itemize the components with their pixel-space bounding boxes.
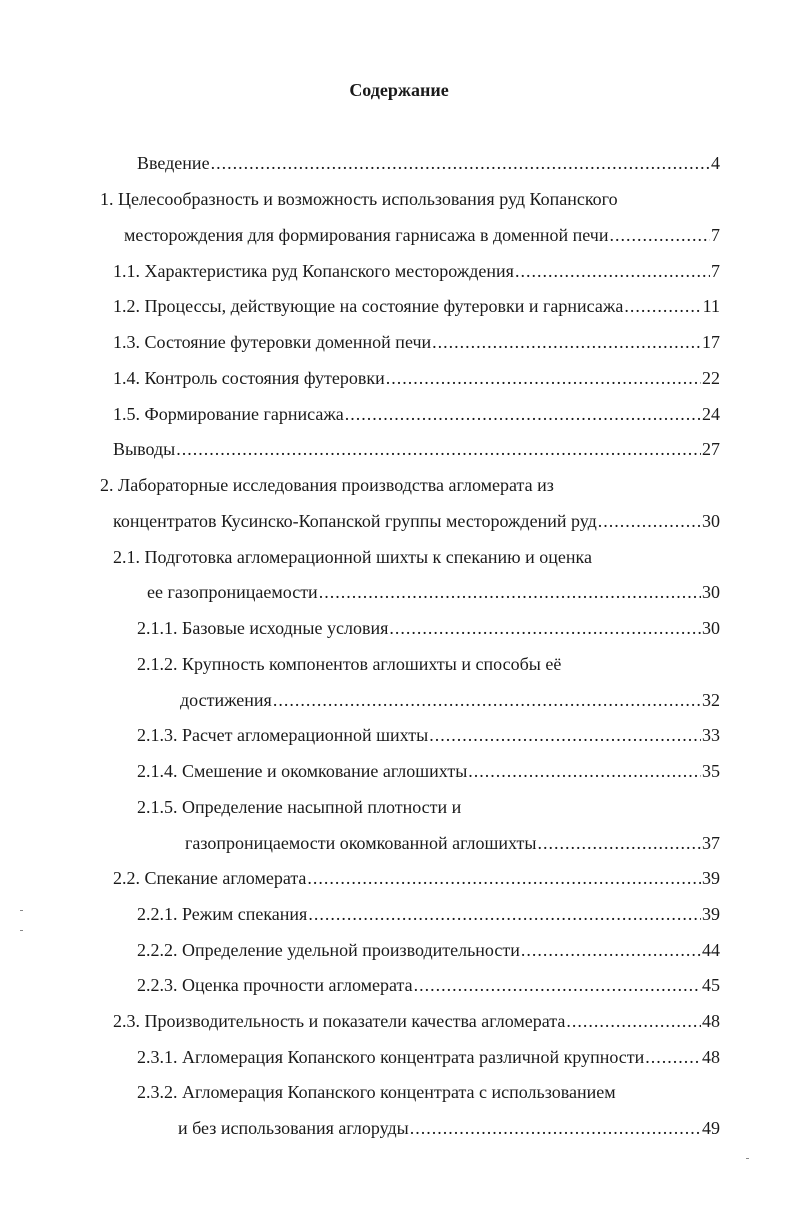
toc-entry-text: 1.4. Контроль состояния футеровки (113, 368, 385, 388)
toc-entry-2-2-1 (137, 903, 720, 925)
toc-entry-2-1-5 (185, 832, 720, 854)
toc-section-2-1-2-title: 2.1.2. Крупность компонентов аглошихты и способы её (137, 654, 562, 674)
toc-leader (624, 295, 701, 317)
toc-leader (389, 617, 701, 639)
toc-entry-text: и без использования аглоруды (178, 1118, 409, 1138)
toc-page-number: 37 (702, 833, 720, 853)
toc-entry-text: 2.3.1. Агломерация Копанского концентрата различной крупности (137, 1047, 645, 1067)
toc-page-number: 7 (711, 261, 720, 281)
toc-entry-text: Выводы (113, 439, 176, 459)
toc-entry-text: 2.2.2. Определение удельной производительности (137, 940, 520, 960)
toc-entry-text: газопроницаемости окомкованной аглошихты (185, 833, 537, 853)
toc-page-number: 7 (711, 225, 720, 245)
toc-leader (515, 260, 710, 282)
toc-entry-text: 2.1.3. Расчет агломерационной шихты (137, 725, 429, 745)
toc-entry-text: достижения (180, 690, 272, 710)
toc-page-number: 35 (702, 761, 720, 781)
toc-leader (176, 438, 701, 460)
scan-speck (20, 930, 23, 931)
toc-page-number: 17 (702, 332, 720, 352)
toc-leader (319, 581, 701, 603)
toc-entry-text: ее газопроницаемости (147, 582, 318, 602)
toc-page-number: 48 (702, 1011, 720, 1031)
toc-page-number: 45 (702, 975, 720, 995)
toc-leader (308, 903, 701, 925)
toc-chapter-1-title: 1. Целесообразность и возможность использования руд Копанского (100, 189, 618, 209)
toc-leader (566, 1010, 701, 1032)
toc-page-number: 39 (702, 868, 720, 888)
toc-entry-text: 2.1.4. Смешение и окомкование аглошихты (137, 761, 468, 781)
toc-entry-text: 1.1. Характеристика руд Копанского месторождения (113, 261, 514, 281)
toc-entry-text: 2.3. Производительность и показатели качества агломерата (113, 1011, 566, 1031)
toc-page-number: 30 (702, 511, 720, 531)
toc-entry-2-2 (113, 867, 720, 889)
toc-leader (598, 510, 701, 532)
toc-entry-2-3-2 (178, 1117, 720, 1139)
toc-leader (538, 832, 701, 854)
toc-entry-intro (137, 152, 720, 174)
toc-leader (211, 152, 710, 174)
toc-entry-2-3-1 (137, 1046, 720, 1068)
toc-page-number: 39 (702, 904, 720, 924)
toc-page-number: 27 (702, 439, 720, 459)
toc-page-number: 44 (702, 940, 720, 960)
toc-entry-2-2-3 (137, 974, 720, 996)
toc-section-2-3-2-title: 2.3.2. Агломерация Копанского концентрата с использованием (137, 1082, 616, 1102)
toc-entry-conclusions (113, 438, 720, 460)
toc-page-number: 30 (702, 582, 720, 602)
toc-entry-chapter-2 (113, 510, 720, 532)
toc-page-number: 11 (702, 296, 720, 316)
toc-leader (609, 224, 710, 246)
toc-entry-text: 1.3. Состояние футеровки доменной печи (113, 332, 432, 352)
toc-leader (521, 939, 701, 961)
toc-leader (468, 760, 701, 782)
toc-entry-chapter-1 (124, 224, 720, 246)
toc-page-number: 30 (702, 618, 720, 638)
toc-page-number: 4 (711, 153, 720, 173)
toc-leader (410, 1117, 701, 1139)
page-title: Содержание (349, 80, 449, 100)
toc-entry-2-1-3 (137, 724, 720, 746)
toc-leader (273, 689, 701, 711)
toc-entry-2-1-4 (137, 760, 720, 782)
toc-entry-1-3 (113, 331, 720, 353)
toc-page-number: 48 (702, 1047, 720, 1067)
toc-leader (429, 724, 701, 746)
toc-leader (432, 331, 701, 353)
toc-leader (414, 974, 701, 996)
toc-entry-text: 1.5. Формирование гарнисажа (113, 404, 344, 424)
toc-leader (386, 367, 701, 389)
toc-page-number: 22 (702, 368, 720, 388)
toc-entry-text: месторождения для формирования гарнисажа в доменной печи (124, 225, 609, 245)
toc-leader (345, 403, 701, 425)
toc-page-number: 49 (702, 1118, 720, 1138)
toc-page-number: 32 (702, 690, 720, 710)
toc-entry-2-2-2 (137, 939, 720, 961)
toc-entry-text: 1.2. Процессы, действующие на состояние футеровки и гарнисажа (113, 296, 624, 316)
toc-leader (645, 1046, 701, 1068)
toc-entry-text: 2.2. Спекание агломерата (113, 868, 307, 888)
toc-leader (307, 867, 701, 889)
toc-entry-text: концентратов Кусинско-Копанской группы месторождений руд (113, 511, 597, 531)
toc-entry-1-5 (113, 403, 720, 425)
toc-page-number: 33 (702, 725, 720, 745)
toc-section-2-1-5-title: 2.1.5. Определение насыпной плотности и (137, 797, 462, 817)
toc-entry-text: 2.2.3. Оценка прочности агломерата (137, 975, 413, 995)
toc-entry-text: Введение (137, 153, 210, 173)
toc-chapter-2-title: 2. Лабораторные исследования производства агломерата из (100, 475, 554, 495)
scan-speck (746, 1158, 749, 1159)
toc-entry-text: 2.1.1. Базовые исходные условия (137, 618, 389, 638)
toc-entry-2-1-2 (180, 689, 720, 711)
toc-page-number: 24 (702, 404, 720, 424)
scan-speck (20, 910, 23, 911)
toc-entry-1-1 (113, 260, 720, 282)
toc-section-2-1-title: 2.1. Подготовка агломерационной шихты к спеканию и оценка (113, 547, 592, 567)
toc-entry-2-3 (113, 1010, 720, 1032)
toc-entry-2-1 (147, 581, 720, 603)
toc-entry-1-2 (113, 295, 720, 317)
toc-entry-1-4 (113, 367, 720, 389)
toc-entry-text: 2.2.1. Режим спекания (137, 904, 308, 924)
toc-entry-2-1-1 (137, 617, 720, 639)
